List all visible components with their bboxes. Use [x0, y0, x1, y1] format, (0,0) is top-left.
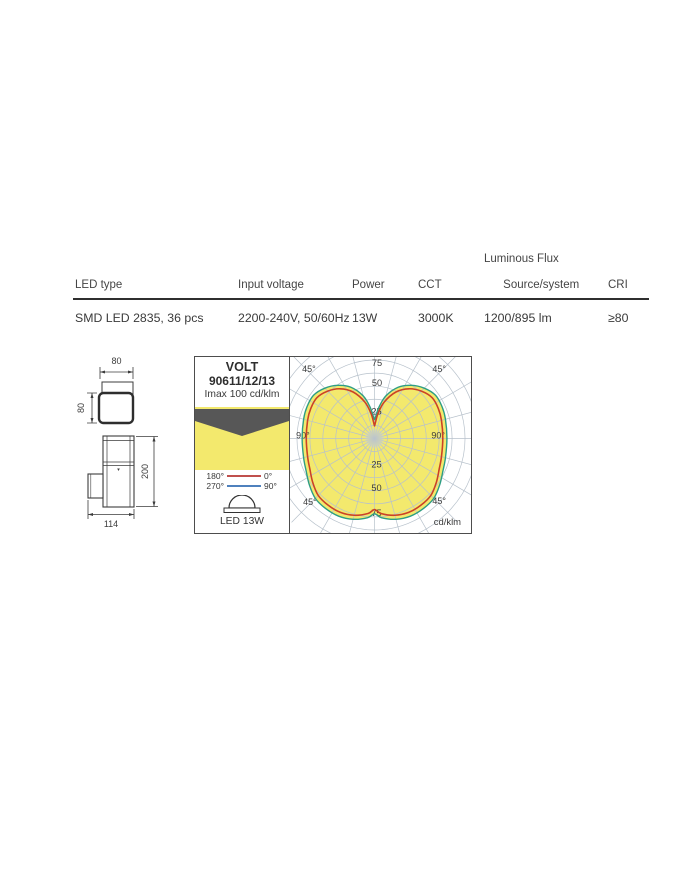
legend-label-270: 270° — [206, 481, 224, 491]
header-power: Power — [352, 279, 385, 291]
legend-line-red — [227, 475, 261, 477]
angle-label-90-left: 90° — [296, 430, 310, 441]
angle-label-45-bottom-left: 45° — [303, 496, 317, 507]
value-power: 13W — [352, 311, 378, 325]
header-luminous-flux-line1: Luminous Flux — [484, 253, 559, 265]
angle-label-90-right: 90° — [431, 430, 445, 441]
value-input-voltage: 2200-240V, 50/60Hz — [238, 311, 350, 325]
ring-label-25-top: 25 — [371, 406, 382, 417]
header-luminous-flux — [484, 253, 579, 292]
dim-label-top-width: 80 — [111, 356, 122, 366]
top-view-body — [99, 393, 133, 423]
value-cct: 3000K — [418, 311, 454, 325]
lamp-wattage-label: LED 13W — [219, 516, 265, 527]
legend-row-c90 — [195, 481, 289, 491]
polar-center-blob — [364, 427, 386, 449]
fixture-series-title: VOLT — [225, 360, 259, 374]
header-luminous-flux-line2: Source/system — [503, 279, 580, 291]
unit-label: cd/klm — [433, 516, 462, 528]
table-divider — [73, 298, 649, 300]
ring-label-75-bottom: 75 — [371, 507, 382, 518]
imax-label: Imax 100 cd/klm — [204, 389, 280, 400]
polar-diagram-panel — [290, 357, 471, 533]
beam-pictogram — [195, 407, 289, 470]
polar-chart — [290, 357, 471, 533]
plane-legend — [195, 471, 289, 491]
ring-label-75-top: 75 — [371, 358, 383, 369]
ring-label-50-top: 50 — [371, 378, 383, 389]
legend-label-0: 0° — [264, 471, 273, 481]
angle-label-45-top-right: 45° — [432, 364, 446, 375]
dimension-drawing — [70, 350, 165, 535]
ring-label-25-bottom: 25 — [371, 459, 382, 470]
header-cri: CRI — [608, 279, 628, 291]
angle-label-45-top-left: 45° — [302, 364, 316, 375]
value-luminous-flux: 1200/895 lm — [484, 311, 552, 325]
header-led-type: LED type — [75, 279, 123, 291]
photometric-info-panel — [195, 357, 290, 533]
legend-label-180: 180° — [206, 471, 224, 481]
photometric-panel — [194, 356, 472, 534]
legend-line-blue — [227, 485, 261, 487]
value-led-type: SMD LED 2835, 36 pcs — [75, 311, 204, 325]
legend-label-90: 90° — [264, 481, 277, 491]
ring-label-50-bottom: 50 — [371, 482, 382, 493]
fixture-model-numbers: 90611/12/13 — [208, 374, 276, 388]
header-input-voltage: Input voltage — [238, 279, 304, 291]
dim-label-body-width: 114 — [103, 519, 119, 529]
spec-table-header — [0, 255, 700, 292]
front-view-junction-box — [88, 474, 103, 498]
dim-label-side-height: 80 — [76, 402, 86, 414]
angle-label-45-bottom-right: 45° — [432, 495, 446, 506]
front-view-body — [103, 436, 134, 507]
value-cri: ≥80 — [608, 311, 629, 325]
legend-row-c0 — [195, 471, 289, 481]
dim-label-body-height: 200 — [140, 463, 150, 480]
spec-table-row — [0, 311, 700, 329]
header-cct: CCT — [418, 279, 442, 291]
